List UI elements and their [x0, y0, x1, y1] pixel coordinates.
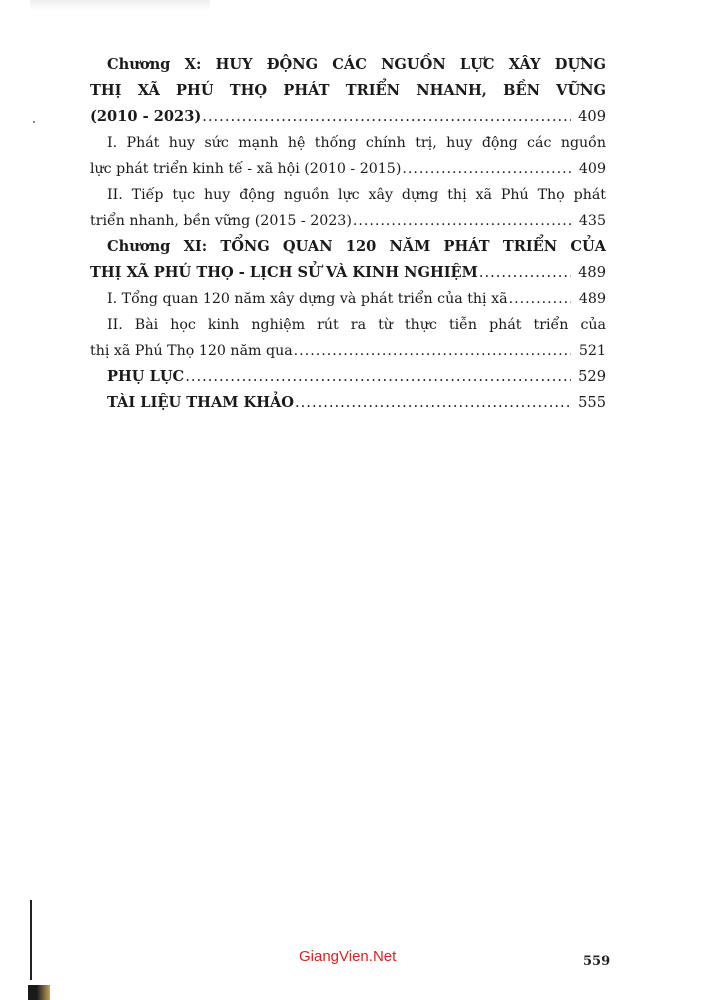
- page-number: 435: [578, 213, 606, 229]
- toc-entry-section: [90, 182, 606, 234]
- toc-line: [90, 286, 606, 312]
- chapter-title: Chương XI: TỔNG QUAN 120 NĂM PHÁT TRIỂN CỦA: [107, 238, 606, 255]
- page-number: 529: [578, 368, 606, 385]
- section-title: thị xã Phú Thọ 120 năm qua: [90, 343, 293, 359]
- book-spine-edge: [30, 900, 32, 980]
- toc-line: [90, 104, 606, 130]
- page-number: 409: [578, 161, 606, 177]
- references-title: TÀI LIỆU THAM KHẢO: [107, 394, 295, 411]
- toc-line: [90, 130, 606, 156]
- chapter-title: THỊ XÃ PHÚ THỌ - LỊCH SỬ VÀ KINH NGHIỆM: [90, 264, 478, 281]
- page-edge-shadow: [30, 0, 210, 10]
- page-number: 409: [578, 108, 606, 125]
- scan-speck: [33, 121, 35, 123]
- toc-entry-section: [90, 130, 606, 182]
- chapter-title: (2010 - 2023): [90, 108, 202, 125]
- toc-line: [90, 260, 606, 286]
- dot-leader: [295, 390, 571, 416]
- toc-entry-appendix: [90, 364, 606, 390]
- toc-line: [90, 208, 606, 234]
- appendix-title: PHỤ LỤC: [107, 368, 185, 385]
- page-number: 489: [578, 264, 606, 281]
- section-title: lực phát triển kinh tế - xã hội (2010 - 2015): [90, 161, 402, 177]
- section-title: triển nhanh, bền vững (2015 - 2023): [90, 213, 352, 229]
- toc-line: [90, 182, 606, 208]
- dot-leader: [202, 104, 571, 130]
- page-number: 521: [578, 343, 606, 359]
- toc-line: [90, 390, 606, 416]
- section-title: II. Bài học kinh nghiệm rút ra từ thực tiễn phát triển của: [107, 317, 606, 333]
- toc-line: [90, 234, 606, 260]
- dot-leader: [353, 208, 571, 234]
- toc-entry-section: [90, 286, 606, 312]
- toc-line: [90, 156, 606, 182]
- chapter-title: THỊ XÃ PHÚ THỌ PHÁT TRIỂN NHANH, BỀN VỮNG: [90, 82, 606, 99]
- dot-leader: [479, 260, 571, 286]
- table-of-contents: [90, 52, 606, 416]
- book-corner: [28, 985, 50, 1000]
- toc-entry-section: [90, 312, 606, 364]
- toc-entry-chapter-10: [90, 52, 606, 130]
- chapter-title: Chương X: HUY ĐỘNG CÁC NGUỒN LỰC XÂY DỰNG: [107, 56, 606, 73]
- page-number: 489: [578, 291, 606, 307]
- page-number: 555: [578, 394, 606, 411]
- toc-line: [90, 364, 606, 390]
- section-title: I. Phát huy sức mạnh hệ thống chính trị, huy động các nguồn: [107, 135, 606, 151]
- dot-leader: [294, 338, 571, 364]
- section-title: I. Tổng quan 120 năm xây dựng và phát triển của thị xã: [107, 291, 508, 307]
- dot-leader: [185, 364, 571, 390]
- dot-leader: [402, 156, 571, 182]
- toc-line: [90, 312, 606, 338]
- toc-line: [90, 52, 606, 78]
- toc-entry-chapter-11: [90, 234, 606, 286]
- toc-line: [90, 338, 606, 364]
- toc-line: [90, 78, 606, 104]
- page-number-footer: 559: [583, 954, 611, 969]
- toc-entry-references: [90, 390, 606, 416]
- watermark-text: GiangVien.Net: [299, 948, 397, 965]
- dot-leader: [509, 286, 571, 312]
- section-title: II. Tiếp tục huy động nguồn lực xây dựng thị xã Phú Thọ phát: [107, 187, 606, 203]
